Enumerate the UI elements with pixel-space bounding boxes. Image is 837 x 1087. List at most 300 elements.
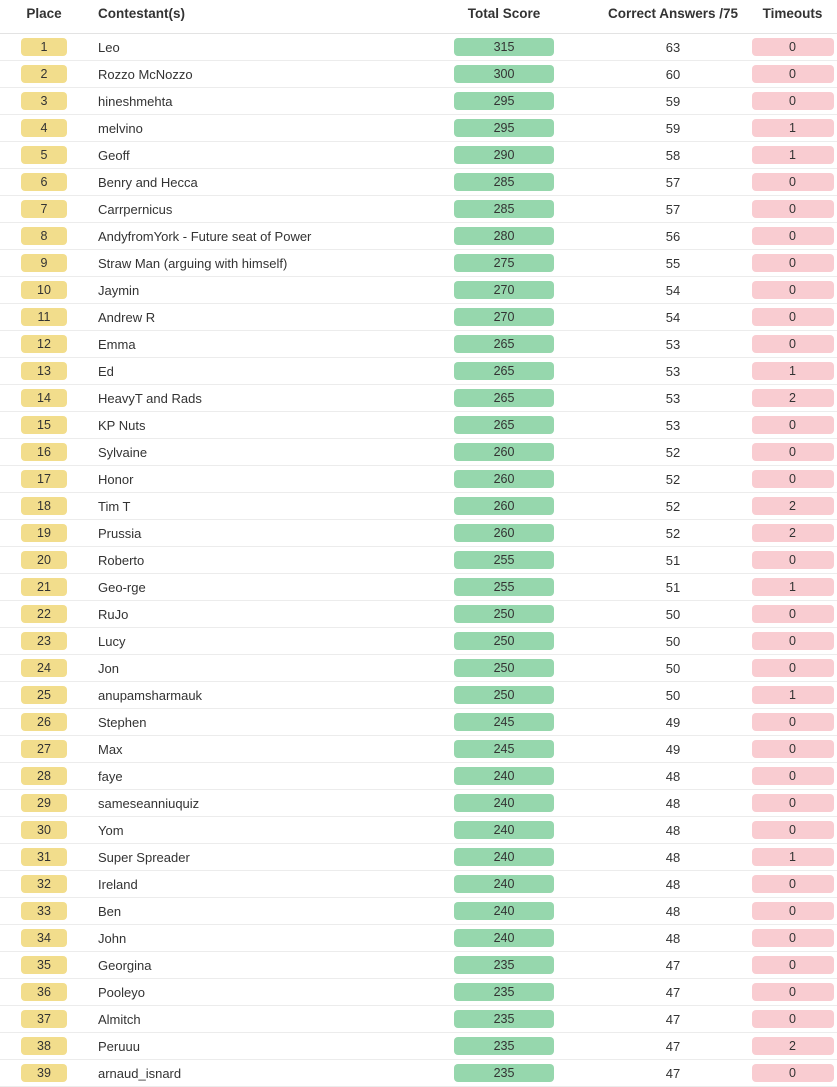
column-header-timeouts: Timeouts <box>748 0 837 34</box>
cell-correct-answers: 55 <box>598 250 748 277</box>
score-badge: 260 <box>454 497 554 515</box>
timeouts-badge: 1 <box>752 362 834 380</box>
cell-place <box>0 61 88 88</box>
cell-place <box>0 169 88 196</box>
cell-timeouts <box>748 1033 837 1060</box>
timeouts-badge: 0 <box>752 173 834 191</box>
cell-correct-answers: 53 <box>598 331 748 358</box>
cell-contestant-name: Jon <box>88 655 410 682</box>
cell-place <box>0 763 88 790</box>
cell-total-score <box>410 601 598 628</box>
table-row <box>0 385 837 412</box>
table-row <box>0 817 837 844</box>
score-badge: 285 <box>454 200 554 218</box>
cell-place <box>0 142 88 169</box>
cell-timeouts <box>748 34 837 61</box>
score-badge: 240 <box>454 848 554 866</box>
score-badge: 270 <box>454 281 554 299</box>
cell-place <box>0 34 88 61</box>
cell-timeouts <box>748 115 837 142</box>
cell-total-score <box>410 952 598 979</box>
cell-correct-answers: 63 <box>598 34 748 61</box>
cell-total-score <box>410 439 598 466</box>
cell-place <box>0 331 88 358</box>
cell-timeouts <box>748 925 837 952</box>
cell-timeouts <box>748 169 837 196</box>
cell-contestant-name: Ed <box>88 358 410 385</box>
cell-correct-answers: 52 <box>598 520 748 547</box>
timeouts-badge: 1 <box>752 848 834 866</box>
cell-place <box>0 979 88 1006</box>
cell-contestant-name: Emma <box>88 331 410 358</box>
cell-contestant-name: Honor <box>88 466 410 493</box>
table-row <box>0 547 837 574</box>
score-badge: 250 <box>454 632 554 650</box>
cell-timeouts <box>748 709 837 736</box>
timeouts-badge: 0 <box>752 1064 834 1082</box>
cell-correct-answers: 48 <box>598 790 748 817</box>
cell-total-score <box>410 466 598 493</box>
score-badge: 295 <box>454 92 554 110</box>
cell-timeouts <box>748 763 837 790</box>
cell-total-score <box>410 763 598 790</box>
cell-place <box>0 709 88 736</box>
score-badge: 250 <box>454 686 554 704</box>
cell-total-score <box>410 736 598 763</box>
place-badge: 13 <box>21 362 67 380</box>
cell-timeouts <box>748 493 837 520</box>
table-row <box>0 196 837 223</box>
place-badge: 26 <box>21 713 67 731</box>
cell-total-score <box>410 844 598 871</box>
table-row <box>0 655 837 682</box>
cell-total-score <box>410 412 598 439</box>
score-badge: 260 <box>454 470 554 488</box>
score-badge: 250 <box>454 659 554 677</box>
cell-correct-answers: 50 <box>598 655 748 682</box>
cell-timeouts <box>748 358 837 385</box>
cell-place <box>0 520 88 547</box>
cell-total-score <box>410 250 598 277</box>
cell-contestant-name: Georgina <box>88 952 410 979</box>
column-header-correct-answers: Correct Answers /75 <box>598 0 748 34</box>
cell-correct-answers: 48 <box>598 817 748 844</box>
cell-contestant-name: sameseanniuquiz <box>88 790 410 817</box>
place-badge: 3 <box>21 92 67 110</box>
cell-timeouts <box>748 412 837 439</box>
place-badge: 16 <box>21 443 67 461</box>
table-row <box>0 925 837 952</box>
table-row <box>0 493 837 520</box>
cell-correct-answers: 47 <box>598 1033 748 1060</box>
cell-contestant-name: Almitch <box>88 1006 410 1033</box>
cell-correct-answers: 57 <box>598 196 748 223</box>
place-badge: 32 <box>21 875 67 893</box>
cell-timeouts <box>748 223 837 250</box>
table-row <box>0 412 837 439</box>
table-row <box>0 1033 837 1060</box>
timeouts-badge: 0 <box>752 308 834 326</box>
cell-correct-answers: 47 <box>598 1006 748 1033</box>
cell-contestant-name: Andrew R <box>88 304 410 331</box>
cell-place <box>0 439 88 466</box>
cell-correct-answers: 52 <box>598 493 748 520</box>
place-badge: 31 <box>21 848 67 866</box>
cell-contestant-name: anupamsharmauk <box>88 682 410 709</box>
cell-contestant-name: Tim T <box>88 493 410 520</box>
place-badge: 22 <box>21 605 67 623</box>
timeouts-badge: 0 <box>752 740 834 758</box>
cell-contestant-name: Leo <box>88 34 410 61</box>
cell-timeouts <box>748 628 837 655</box>
place-badge: 8 <box>21 227 67 245</box>
cell-total-score <box>410 628 598 655</box>
cell-total-score <box>410 547 598 574</box>
cell-total-score <box>410 385 598 412</box>
timeouts-badge: 2 <box>752 389 834 407</box>
cell-place <box>0 736 88 763</box>
timeouts-badge: 0 <box>752 659 834 677</box>
cell-place <box>0 250 88 277</box>
cell-correct-answers: 54 <box>598 304 748 331</box>
timeouts-badge: 0 <box>752 821 834 839</box>
table-row <box>0 601 837 628</box>
place-badge: 15 <box>21 416 67 434</box>
cell-correct-answers: 48 <box>598 898 748 925</box>
timeouts-badge: 0 <box>752 335 834 353</box>
timeouts-badge: 0 <box>752 983 834 1001</box>
cell-contestant-name: Rozzo McNozzo <box>88 61 410 88</box>
cell-total-score <box>410 142 598 169</box>
cell-correct-answers: 56 <box>598 223 748 250</box>
table-header <box>0 0 837 34</box>
table-row <box>0 61 837 88</box>
place-badge: 20 <box>21 551 67 569</box>
table-row <box>0 1006 837 1033</box>
cell-total-score <box>410 196 598 223</box>
cell-place <box>0 871 88 898</box>
cell-total-score <box>410 34 598 61</box>
score-badge: 235 <box>454 1010 554 1028</box>
cell-place <box>0 925 88 952</box>
cell-total-score <box>410 574 598 601</box>
table-row <box>0 142 837 169</box>
cell-place <box>0 412 88 439</box>
table-row <box>0 871 837 898</box>
cell-contestant-name: Lucy <box>88 628 410 655</box>
score-badge: 265 <box>454 389 554 407</box>
cell-timeouts <box>748 142 837 169</box>
cell-contestant-name: melvino <box>88 115 410 142</box>
place-badge: 35 <box>21 956 67 974</box>
table-row <box>0 979 837 1006</box>
place-badge: 23 <box>21 632 67 650</box>
score-badge: 275 <box>454 254 554 272</box>
cell-place <box>0 601 88 628</box>
cell-total-score <box>410 304 598 331</box>
cell-timeouts <box>748 952 837 979</box>
cell-total-score <box>410 1033 598 1060</box>
cell-timeouts <box>748 601 837 628</box>
timeouts-badge: 0 <box>752 767 834 785</box>
header-row <box>0 0 837 34</box>
table-row <box>0 763 837 790</box>
cell-correct-answers: 53 <box>598 385 748 412</box>
cell-correct-answers: 51 <box>598 574 748 601</box>
cell-contestant-name: Roberto <box>88 547 410 574</box>
place-badge: 25 <box>21 686 67 704</box>
table-row <box>0 88 837 115</box>
cell-place <box>0 952 88 979</box>
cell-correct-answers: 52 <box>598 466 748 493</box>
table-row <box>0 952 837 979</box>
cell-timeouts <box>748 304 837 331</box>
place-badge: 10 <box>21 281 67 299</box>
timeouts-badge: 0 <box>752 65 834 83</box>
place-badge: 29 <box>21 794 67 812</box>
score-badge: 240 <box>454 821 554 839</box>
table-row <box>0 250 837 277</box>
place-badge: 30 <box>21 821 67 839</box>
timeouts-badge: 0 <box>752 254 834 272</box>
cell-contestant-name: Super Spreader <box>88 844 410 871</box>
cell-correct-answers: 59 <box>598 88 748 115</box>
score-badge: 240 <box>454 875 554 893</box>
cell-correct-answers: 50 <box>598 682 748 709</box>
cell-correct-answers: 53 <box>598 358 748 385</box>
cell-place <box>0 682 88 709</box>
cell-timeouts <box>748 682 837 709</box>
timeouts-badge: 2 <box>752 497 834 515</box>
timeouts-badge: 0 <box>752 632 834 650</box>
table-row <box>0 1060 837 1087</box>
cell-total-score <box>410 682 598 709</box>
cell-contestant-name: Straw Man (arguing with himself) <box>88 250 410 277</box>
score-badge: 265 <box>454 335 554 353</box>
timeouts-badge: 2 <box>752 1037 834 1055</box>
cell-correct-answers: 47 <box>598 979 748 1006</box>
timeouts-badge: 0 <box>752 281 834 299</box>
table-row <box>0 304 837 331</box>
cell-total-score <box>410 169 598 196</box>
score-badge: 285 <box>454 173 554 191</box>
score-badge: 235 <box>454 1037 554 1055</box>
cell-timeouts <box>748 466 837 493</box>
score-badge: 255 <box>454 551 554 569</box>
cell-correct-answers: 47 <box>598 952 748 979</box>
cell-total-score <box>410 871 598 898</box>
cell-correct-answers: 49 <box>598 736 748 763</box>
cell-correct-answers: 57 <box>598 169 748 196</box>
cell-place <box>0 88 88 115</box>
timeouts-badge: 0 <box>752 200 834 218</box>
cell-contestant-name: faye <box>88 763 410 790</box>
cell-total-score <box>410 898 598 925</box>
cell-total-score <box>410 1006 598 1033</box>
score-badge: 265 <box>454 416 554 434</box>
cell-timeouts <box>748 385 837 412</box>
cell-total-score <box>410 925 598 952</box>
score-badge: 240 <box>454 794 554 812</box>
table-row <box>0 682 837 709</box>
cell-total-score <box>410 817 598 844</box>
table-row <box>0 223 837 250</box>
cell-contestant-name: Prussia <box>88 520 410 547</box>
cell-contestant-name: Sylvaine <box>88 439 410 466</box>
cell-correct-answers: 48 <box>598 844 748 871</box>
cell-place <box>0 790 88 817</box>
table-row <box>0 844 837 871</box>
timeouts-badge: 1 <box>752 578 834 596</box>
cell-contestant-name: Max <box>88 736 410 763</box>
column-header-contestants: Contestant(s) <box>88 0 410 34</box>
cell-contestant-name: KP Nuts <box>88 412 410 439</box>
cell-place <box>0 466 88 493</box>
cell-contestant-name: Geo-rge <box>88 574 410 601</box>
cell-timeouts <box>748 871 837 898</box>
timeouts-badge: 0 <box>752 605 834 623</box>
cell-timeouts <box>748 520 837 547</box>
cell-timeouts <box>748 844 837 871</box>
timeouts-badge: 0 <box>752 443 834 461</box>
cell-contestant-name: Pooleyo <box>88 979 410 1006</box>
place-badge: 14 <box>21 389 67 407</box>
cell-contestant-name: AndyfromYork - Future seat of Power <box>88 223 410 250</box>
timeouts-badge: 0 <box>752 227 834 245</box>
score-badge: 290 <box>454 146 554 164</box>
cell-place <box>0 898 88 925</box>
cell-timeouts <box>748 88 837 115</box>
place-badge: 37 <box>21 1010 67 1028</box>
cell-correct-answers: 49 <box>598 709 748 736</box>
place-badge: 18 <box>21 497 67 515</box>
place-badge: 4 <box>21 119 67 137</box>
cell-place <box>0 817 88 844</box>
score-badge: 240 <box>454 929 554 947</box>
cell-timeouts <box>748 898 837 925</box>
timeouts-badge: 0 <box>752 794 834 812</box>
timeouts-badge: 0 <box>752 551 834 569</box>
place-badge: 21 <box>21 578 67 596</box>
score-badge: 265 <box>454 362 554 380</box>
score-badge: 240 <box>454 902 554 920</box>
table-body <box>0 34 837 1087</box>
score-badge: 235 <box>454 1064 554 1082</box>
score-badge: 270 <box>454 308 554 326</box>
cell-correct-answers: 48 <box>598 925 748 952</box>
score-badge: 295 <box>454 119 554 137</box>
score-badge: 260 <box>454 443 554 461</box>
cell-correct-answers: 47 <box>598 1060 748 1087</box>
place-badge: 2 <box>21 65 67 83</box>
cell-contestant-name: RuJo <box>88 601 410 628</box>
cell-place <box>0 574 88 601</box>
cell-timeouts <box>748 574 837 601</box>
place-badge: 12 <box>21 335 67 353</box>
table-row <box>0 898 837 925</box>
cell-contestant-name: Benry and Hecca <box>88 169 410 196</box>
cell-total-score <box>410 979 598 1006</box>
timeouts-badge: 0 <box>752 38 834 56</box>
cell-contestant-name: Peruuu <box>88 1033 410 1060</box>
score-badge: 255 <box>454 578 554 596</box>
place-badge: 1 <box>21 38 67 56</box>
score-badge: 245 <box>454 740 554 758</box>
cell-correct-answers: 59 <box>598 115 748 142</box>
cell-place <box>0 115 88 142</box>
table-row <box>0 277 837 304</box>
cell-timeouts <box>748 736 837 763</box>
cell-place <box>0 844 88 871</box>
cell-total-score <box>410 61 598 88</box>
cell-timeouts <box>748 1006 837 1033</box>
table-row <box>0 115 837 142</box>
cell-correct-answers: 58 <box>598 142 748 169</box>
timeouts-badge: 1 <box>752 119 834 137</box>
place-badge: 17 <box>21 470 67 488</box>
cell-place <box>0 304 88 331</box>
cell-place <box>0 223 88 250</box>
table-row <box>0 574 837 601</box>
place-badge: 27 <box>21 740 67 758</box>
timeouts-badge: 0 <box>752 956 834 974</box>
cell-correct-answers: 48 <box>598 763 748 790</box>
timeouts-badge: 0 <box>752 875 834 893</box>
place-badge: 6 <box>21 173 67 191</box>
score-badge: 245 <box>454 713 554 731</box>
timeouts-badge: 0 <box>752 713 834 731</box>
cell-total-score <box>410 790 598 817</box>
score-badge: 260 <box>454 524 554 542</box>
cell-place <box>0 655 88 682</box>
timeouts-badge: 0 <box>752 1010 834 1028</box>
cell-total-score <box>410 520 598 547</box>
score-badge: 300 <box>454 65 554 83</box>
table-row <box>0 439 837 466</box>
cell-total-score <box>410 709 598 736</box>
timeouts-badge: 0 <box>752 416 834 434</box>
cell-timeouts <box>748 250 837 277</box>
place-badge: 28 <box>21 767 67 785</box>
cell-contestant-name: Jaymin <box>88 277 410 304</box>
cell-contestant-name: Stephen <box>88 709 410 736</box>
cell-total-score <box>410 223 598 250</box>
cell-timeouts <box>748 277 837 304</box>
cell-correct-answers: 53 <box>598 412 748 439</box>
table-row <box>0 169 837 196</box>
timeouts-badge: 0 <box>752 470 834 488</box>
cell-place <box>0 277 88 304</box>
cell-timeouts <box>748 790 837 817</box>
place-badge: 19 <box>21 524 67 542</box>
cell-contestant-name: John <box>88 925 410 952</box>
table-row <box>0 331 837 358</box>
column-header-place: Place <box>0 0 88 34</box>
cell-correct-answers: 51 <box>598 547 748 574</box>
cell-contestant-name: arnaud_isnard <box>88 1060 410 1087</box>
timeouts-badge: 0 <box>752 902 834 920</box>
cell-timeouts <box>748 817 837 844</box>
table-row <box>0 466 837 493</box>
place-badge: 36 <box>21 983 67 1001</box>
cell-correct-answers: 52 <box>598 439 748 466</box>
score-badge: 240 <box>454 767 554 785</box>
score-badge: 250 <box>454 605 554 623</box>
timeouts-badge: 2 <box>752 524 834 542</box>
cell-total-score <box>410 115 598 142</box>
cell-place <box>0 1060 88 1087</box>
place-badge: 38 <box>21 1037 67 1055</box>
